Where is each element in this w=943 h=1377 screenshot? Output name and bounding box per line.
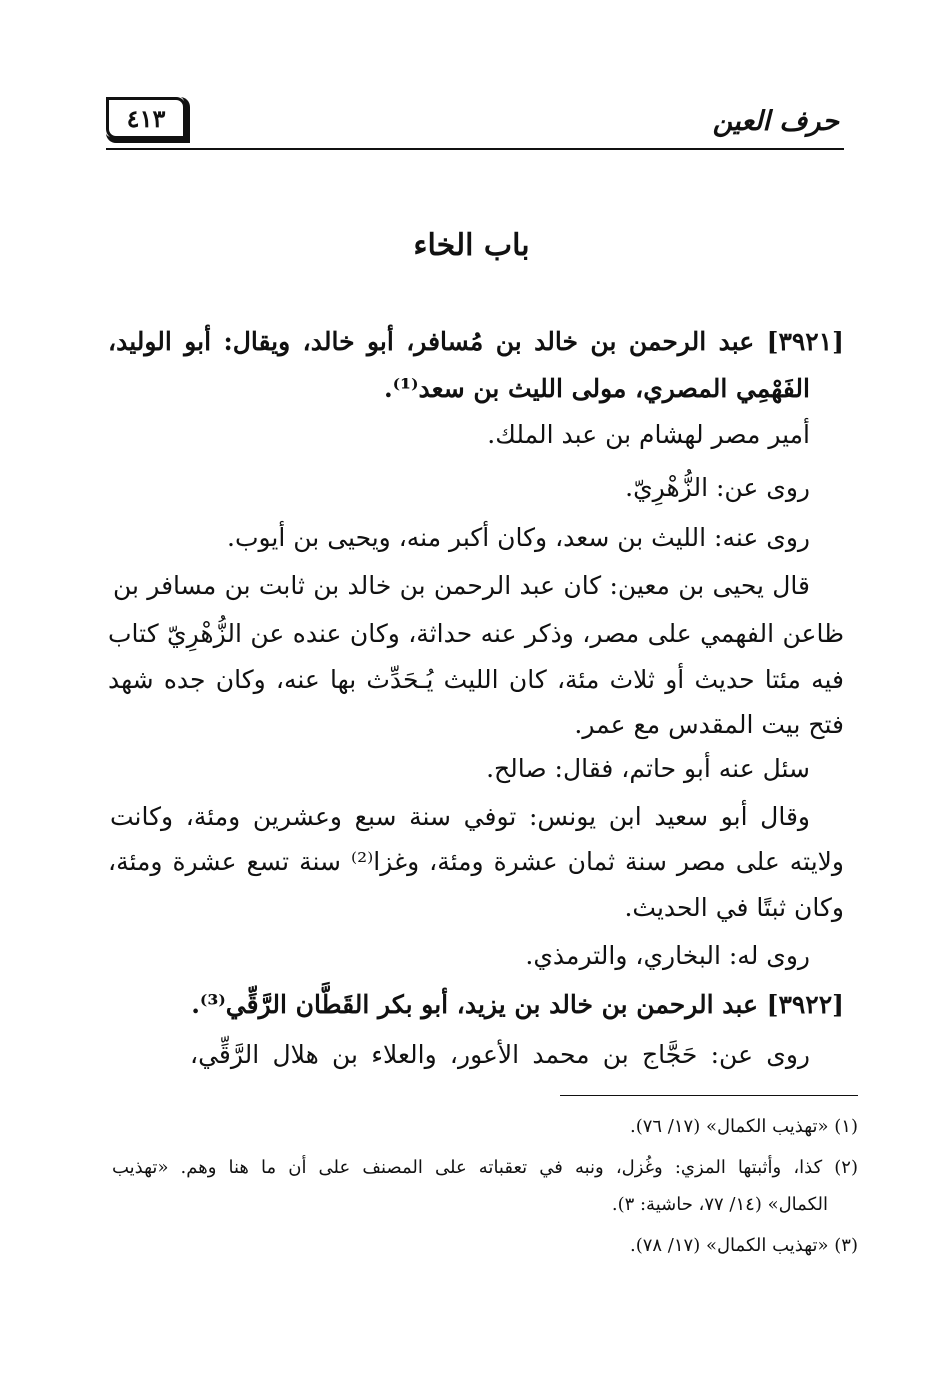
text-line: وكان ثبتًا في الحديث. bbox=[624, 893, 844, 922]
section-title: باب الخاء bbox=[413, 228, 530, 263]
text-line: وقال أبو سعيد ابن يونس: توفي سنة سبع وعشرين ومئة، وكانت bbox=[110, 802, 810, 831]
running-header-chapter: حرف العين bbox=[712, 106, 839, 137]
text-line: روى له: البخاري، والترمذي. bbox=[525, 941, 810, 970]
footnote-3: (٣) «تهذيب الكمال» (١٧/ ٧٨). bbox=[629, 1235, 858, 1256]
text-line: روى عن: الزُّهْرِيّ. bbox=[625, 473, 810, 502]
text-line: روى عن: حَجَّاج بن محمد الأعور، والعلاء بن هلال الرَّقِّي، bbox=[190, 1040, 810, 1069]
page-number: ٤١٣ bbox=[106, 97, 186, 139]
text-line: قال يحيى بن معين: كان عبد الرحمن بن خالد بن ثابت بن مسافر بن bbox=[113, 571, 810, 600]
entry-heading-3921: [٣٩٢١] عبد الرحمن بن خالد بن مُسافر، أبو خالد، ويقال: أبو الوليد، bbox=[108, 327, 844, 356]
text-line: فتح بيت المقدس مع عمر. bbox=[574, 710, 844, 739]
text-line: ظاعن الفهمي على مصر، وذكر عنه حداثة، وكان عنده عن الزُّهْرِيّ كتاب bbox=[108, 619, 844, 648]
header-rule bbox=[106, 148, 844, 150]
footnote-2: (٢) كذا، وأثبتها المزي: وغُزل، ونبه في تعقباته على المصنف على أن ما هنا وهم. «تهذيب bbox=[112, 1157, 858, 1178]
text-line: سئل عنه أبو حاتم، فقال: صالح. bbox=[486, 754, 810, 783]
entry-heading-3922: [٣٩٢٢] عبد الرحمن بن خالد بن يزيد، أبو بكر القَطَّان الرَّقِّي⁽³⁾. bbox=[191, 990, 844, 1019]
footnote-2-cont: الكمال» (١٤/ ٧٧، حاشية: ٣). bbox=[611, 1194, 828, 1215]
footnote-rule bbox=[560, 1095, 858, 1096]
text-line: أمير مصر لهشام بن عبد الملك. bbox=[487, 420, 810, 449]
text-line: روى عنه: الليث بن سعد، وكان أكبر منه، ويحيى بن أيوب. bbox=[227, 523, 810, 552]
entry-heading-3921-cont: الفَهْمِي المصري، مولى الليث بن سعد⁽¹⁾. bbox=[383, 374, 810, 403]
text-line: ولايته على مصر سنة ثمان عشرة ومئة، وغزا⁽²⁾ سنة تسع عشرة ومئة، bbox=[108, 847, 844, 876]
footnote-1: (١) «تهذيب الكمال» (١٧/ ٧٦). bbox=[629, 1116, 858, 1137]
text-line: فيه مئتا حديث أو ثلاث مئة، كان الليث يُـحَدِّث بها عنه، وكان جده شهد bbox=[108, 665, 844, 694]
